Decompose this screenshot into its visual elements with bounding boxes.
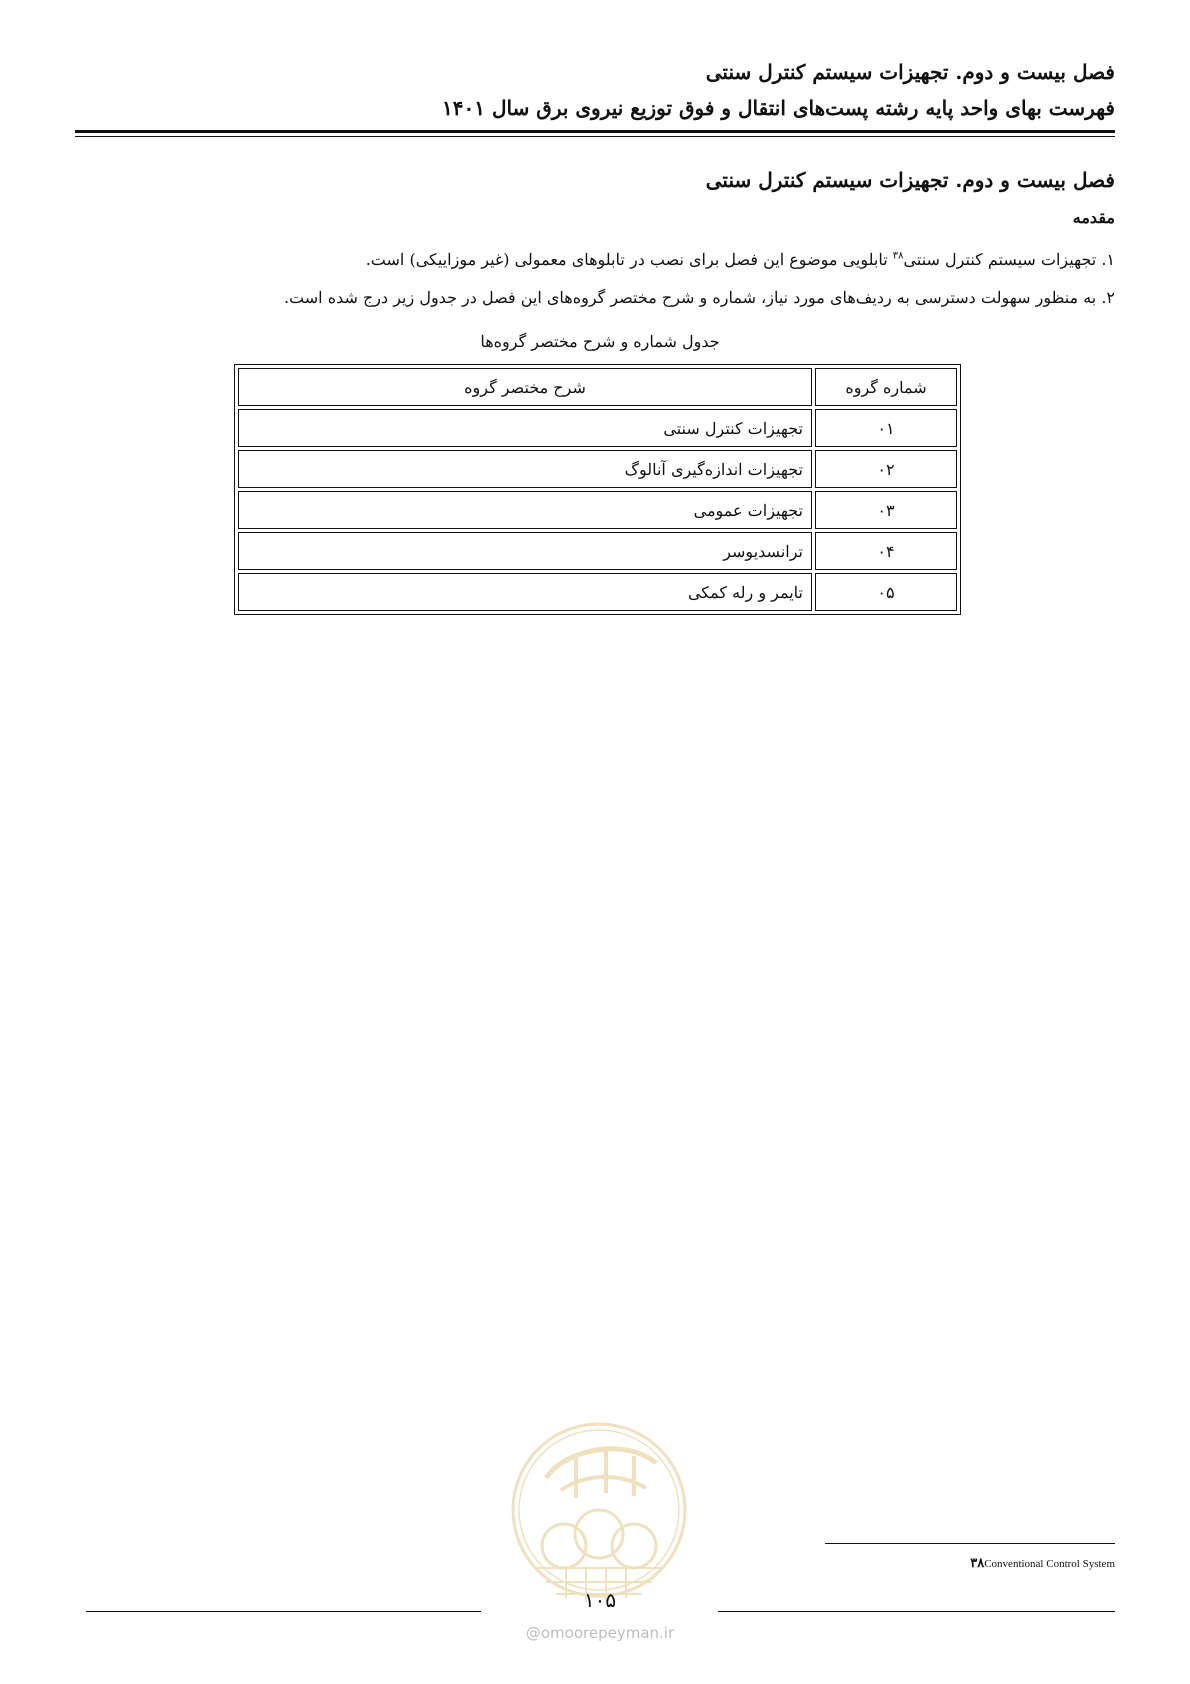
group-table <box>234 364 961 615</box>
running-header-document: فهرست بهای واحد پایه رشته پست‌های انتقال و فوق توزیع نیروی برق سال ۱۴۰۱ <box>442 96 1115 120</box>
group-number-cell: ۰۱ <box>815 409 957 447</box>
footer-rule-left <box>86 1611 481 1612</box>
group-description-cell: تجهیزات کنترل سنتی <box>238 409 812 447</box>
footnote <box>964 1556 1115 1571</box>
group-description-cell: تجهیزات اندازه‌گیری آنالوگ <box>238 450 812 488</box>
header-rule-thick <box>75 130 1115 133</box>
footnote-rule <box>825 1543 1115 1544</box>
paragraph-1-end: تابلویی موضوع این فصل برای نصب در تابلوهای معمولی (غیر موزاییکی) است. <box>365 250 893 269</box>
paragraph-1 <box>366 250 1115 269</box>
paragraph-2: ۲. به منظور سهولت دسترسی به ردیف‌های مورد نیاز، شماره و شرح مختصر گروه‌های این فصل در جدول زیر درج شده است. <box>283 288 1115 307</box>
footnote-ref-38[interactable]: ۳۸ <box>892 250 904 262</box>
group-description-cell: تایمر و رله کمکی <box>238 573 812 611</box>
table-header-row <box>238 368 957 406</box>
header-rule-thin <box>75 136 1115 137</box>
group-number-cell: ۰۳ <box>815 491 957 529</box>
table-row <box>238 532 957 570</box>
group-description-cell: ترانسدیوسر <box>238 532 812 570</box>
group-number-cell: ۰۲ <box>815 450 957 488</box>
table-row <box>238 409 957 447</box>
group-number-cell: ۰۵ <box>815 573 957 611</box>
footnote-text: Conventional Control System <box>984 1558 1115 1570</box>
page-number: ۱۰۵ <box>583 1588 617 1612</box>
table-row <box>238 491 957 529</box>
table-row <box>238 573 957 611</box>
group-number-cell: ۰۴ <box>815 532 957 570</box>
footer-rule-right <box>718 1611 1115 1612</box>
intro-heading: مقدمه <box>1072 208 1115 227</box>
table-row <box>238 450 957 488</box>
group-description-cell: تجهیزات عمومی <box>238 491 812 529</box>
paragraph-1-start: ۱. تجهیزات سیستم کنترل سنتی <box>903 250 1115 269</box>
header-group-description: شرح مختصر گروه <box>238 368 812 406</box>
header-group-number: شماره گروه <box>815 368 957 406</box>
table-caption: جدول شماره و شرح مختصر گروه‌ها <box>480 332 720 351</box>
footnote-number: ۳۸ <box>970 1556 985 1571</box>
website-watermark: @omoorepeyman.ir <box>525 1624 675 1642</box>
chapter-title: فصل بیست و دوم. تجهیزات سیستم کنترل سنتی <box>705 168 1115 192</box>
running-header-chapter: فصل بیست و دوم. تجهیزات سیستم کنترل سنتی <box>705 60 1115 84</box>
